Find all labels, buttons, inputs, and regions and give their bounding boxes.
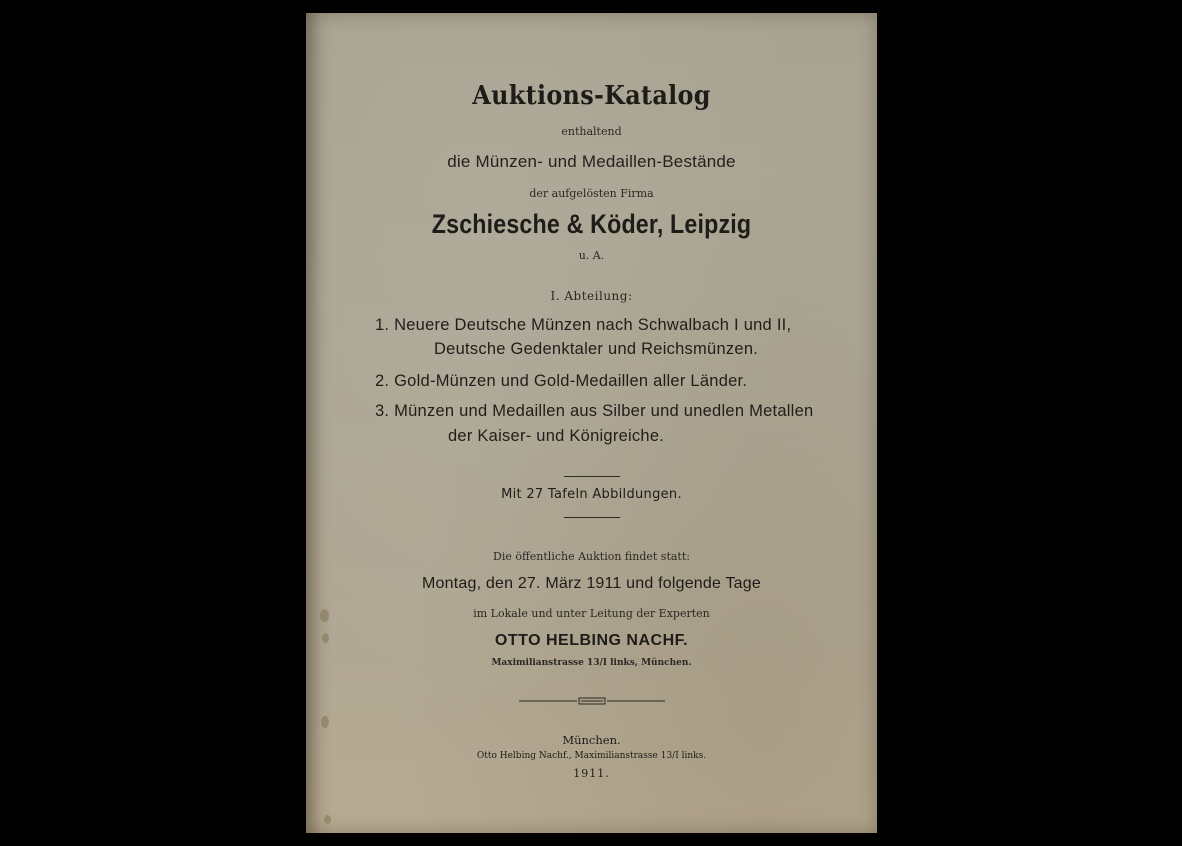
section-heading: I. Abteilung: [550,289,633,303]
expert-address: Maximilianstrasse 13/I links, München. [491,658,692,668]
expert-name: OTTO HELBING NACHF. [494,632,689,649]
und-andere: u. A. [578,249,605,262]
catalog-title: Auktions-Katalog [472,81,711,111]
experts-intro: im Lokale und unter Leitung der Experten [473,607,710,620]
divider [564,517,620,518]
auction-date: Montag, den 27. März 1911 und folgende Tage [422,575,761,592]
publisher-line: Otto Helbing Nachf., Maximilianstrasse 13/I links. [476,751,707,761]
firm-intro: der aufgelösten Firma [529,187,654,200]
auction-intro: Die öffentliche Auktion findet statt: [493,550,690,563]
stain-mark [324,815,331,824]
divider [564,476,620,477]
list-item: 3. Münzen und Medaillen aus Silber und unedlen Metallen [375,402,814,420]
firm-name: Zschiesche & Köder, Leipzig [431,209,752,239]
ornament-rule [519,695,665,707]
list-item: der Kaiser- und Königreiche. [448,427,665,445]
list-item: 2. Gold-Münzen und Gold-Medaillen aller Länder. [375,372,748,390]
plates-note: Mit 27 Tafeln Abbildungen. [501,487,682,502]
list-item: Deutsche Gedenktaler und Reichsmünzen. [434,340,759,358]
publication-year: 1911. [573,767,610,780]
stain-mark [321,716,329,728]
subtitle: die Münzen- und Medaillen-Bestände [447,152,736,171]
list-item: 1. Neuere Deutsche Münzen nach Schwalbach I und II, [375,316,792,334]
catalog-cover [306,13,877,833]
enthaltend-text: enthaltend [561,125,622,138]
publication-city: München. [562,733,621,747]
